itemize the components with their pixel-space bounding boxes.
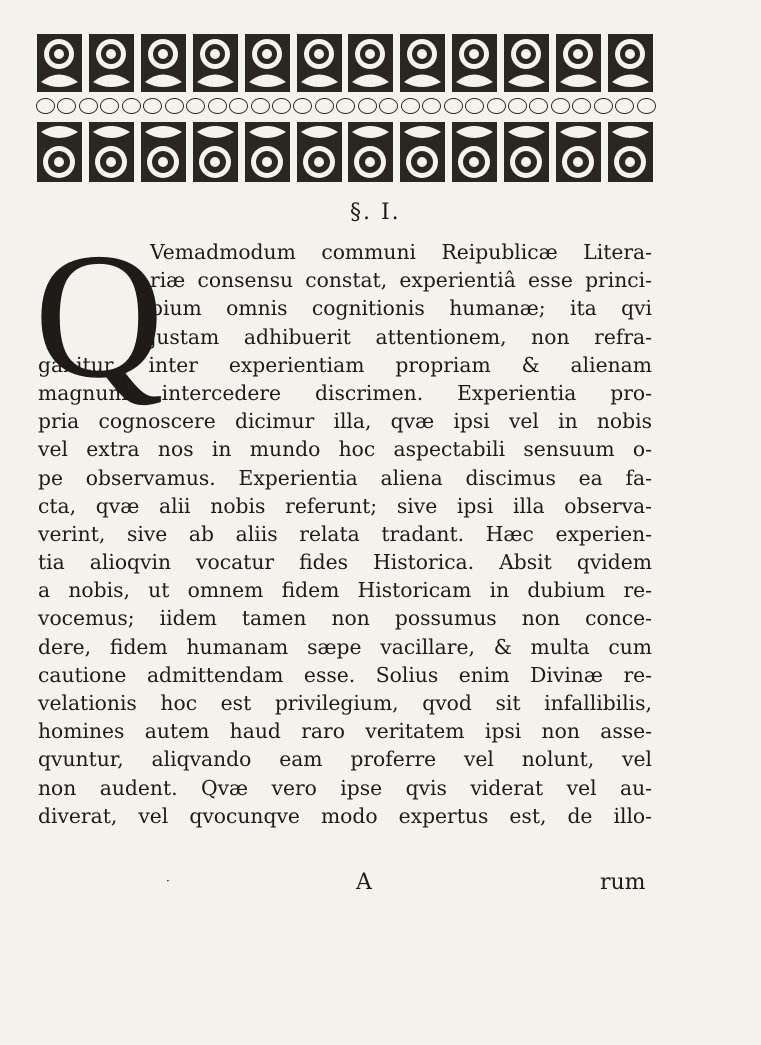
rosette-ornament-icon bbox=[36, 120, 83, 184]
text-line: cta, qvæ alii nobis referunt; sive ipsi illa observa- bbox=[38, 493, 652, 518]
circle-ornament-icon bbox=[594, 98, 613, 114]
circle-ornament-icon bbox=[36, 98, 55, 114]
text-line: non audent. Qvæ vero ipse qvis viderat vel au- bbox=[38, 775, 652, 800]
text-line: qvuntur, aliqvando eam proferre vel nolunt, vel bbox=[38, 747, 652, 772]
rosette-ornament-icon bbox=[399, 32, 446, 94]
text-line: riæ consensu constat, experientiâ esse princi- bbox=[150, 268, 652, 293]
circle-ornament-icon bbox=[272, 98, 291, 114]
signature-mark: A bbox=[356, 870, 372, 895]
circle-ornament-icon bbox=[401, 98, 420, 114]
rosette-ornament-icon bbox=[503, 120, 550, 184]
rosette-ornament-icon bbox=[451, 120, 498, 184]
rosette-ornament-icon bbox=[607, 120, 654, 184]
rosette-ornament-icon bbox=[192, 120, 239, 184]
rosette-ornament-icon bbox=[296, 32, 343, 94]
circle-ornament-icon bbox=[251, 98, 270, 114]
circle-ornament-icon bbox=[529, 98, 548, 114]
text-line: justam adhibuerit attentionem, non refra- bbox=[150, 324, 652, 349]
text-line: pria cognoscere dicimur illa, qvæ ipsi vel in nobis bbox=[38, 409, 652, 434]
ornament-band-bottom bbox=[36, 120, 654, 184]
rosette-ornament-icon bbox=[140, 120, 187, 184]
text-line: pe observamus. Experientia aliena discimus ea fa- bbox=[38, 465, 652, 490]
rosette-ornament-icon bbox=[140, 32, 187, 94]
circle-ornament-icon bbox=[229, 98, 248, 114]
circle-ornament-icon bbox=[79, 98, 98, 114]
text-line: dere, fidem humanam sæpe vacillare, & multa cum bbox=[38, 634, 652, 659]
rosette-ornament-icon bbox=[296, 120, 343, 184]
text-line: homines autem haud raro veritatem ipsi non asse- bbox=[38, 719, 652, 744]
drop-cap-initial: Q bbox=[34, 216, 164, 415]
circle-ornament-icon bbox=[336, 98, 355, 114]
rosette-ornament-icon bbox=[88, 120, 135, 184]
text-line: gabitur, inter experientiam propriam & alienam bbox=[38, 352, 652, 377]
circle-ornament-icon bbox=[487, 98, 506, 114]
text-line: pium omnis cognitionis humanæ; ita qvi bbox=[150, 296, 652, 321]
text-line: vocemus; iidem tamen non possumus non conce- bbox=[38, 606, 652, 631]
circle-ornament-icon bbox=[637, 98, 656, 114]
ornament-band-top bbox=[36, 32, 654, 94]
circle-ornament-icon bbox=[615, 98, 634, 114]
rosette-ornament-icon bbox=[555, 32, 602, 94]
rosette-ornament-icon bbox=[451, 32, 498, 94]
section-heading: §. I. bbox=[350, 200, 401, 225]
text-line: Vemadmodum communi Reipublicæ Litera- bbox=[150, 240, 652, 264]
text-line: cautione admittendam esse. Solius enim Divinæ re- bbox=[38, 662, 652, 687]
circle-ornament-icon bbox=[422, 98, 441, 114]
rosette-ornament-icon bbox=[503, 32, 550, 94]
rosette-ornament-icon bbox=[555, 120, 602, 184]
circle-ornament-icon bbox=[444, 98, 463, 114]
rosette-ornament-icon bbox=[192, 32, 239, 94]
text-line: velationis hoc est privilegium, qvod sit infallibilis, bbox=[38, 691, 652, 715]
circle-ornament-icon bbox=[551, 98, 570, 114]
rosette-ornament-icon bbox=[607, 32, 654, 94]
rosette-ornament-icon bbox=[244, 120, 291, 184]
body-text bbox=[38, 238, 652, 830]
circle-ornament-icon bbox=[165, 98, 184, 114]
circle-ornament-icon bbox=[122, 98, 141, 114]
circle-ornament-icon bbox=[100, 98, 119, 114]
circle-ornament-icon bbox=[379, 98, 398, 114]
circle-ornament-icon bbox=[358, 98, 377, 114]
rosette-ornament-icon bbox=[88, 32, 135, 94]
circle-ornament-icon bbox=[57, 98, 76, 114]
circle-ornament-icon bbox=[293, 98, 312, 114]
text-line: verint, sive ab aliis relata tradant. Hæc experien- bbox=[38, 521, 652, 546]
circle-border-row bbox=[36, 96, 656, 116]
catchword: rum bbox=[600, 870, 646, 895]
text-line: vel extra nos in mundo hoc aspectabili sensuum o- bbox=[38, 437, 652, 462]
rosette-ornament-icon bbox=[347, 120, 394, 184]
circle-ornament-icon bbox=[465, 98, 484, 114]
circle-ornament-icon bbox=[208, 98, 227, 114]
rosette-ornament-icon bbox=[36, 32, 83, 94]
circle-ornament-icon bbox=[315, 98, 334, 114]
rosette-ornament-icon bbox=[399, 120, 446, 184]
circle-ornament-icon bbox=[186, 98, 205, 114]
text-line: magnum intercedere discrimen. Experientia pro- bbox=[38, 380, 652, 405]
rosette-ornament-icon bbox=[347, 32, 394, 94]
text-line: tia alioqvin vocatur fides Historica. Absit qvidem bbox=[38, 550, 652, 575]
rosette-ornament-icon bbox=[244, 32, 291, 94]
text-line: diverat, vel qvocunqve modo expertus est, de illo- bbox=[38, 803, 652, 828]
dot-mark-icon: · bbox=[166, 874, 170, 888]
text-line: a nobis, ut omnem fidem Historicam in dubium re- bbox=[38, 578, 652, 603]
circle-ornament-icon bbox=[572, 98, 591, 114]
circle-ornament-icon bbox=[143, 98, 162, 114]
circle-ornament-icon bbox=[508, 98, 527, 114]
